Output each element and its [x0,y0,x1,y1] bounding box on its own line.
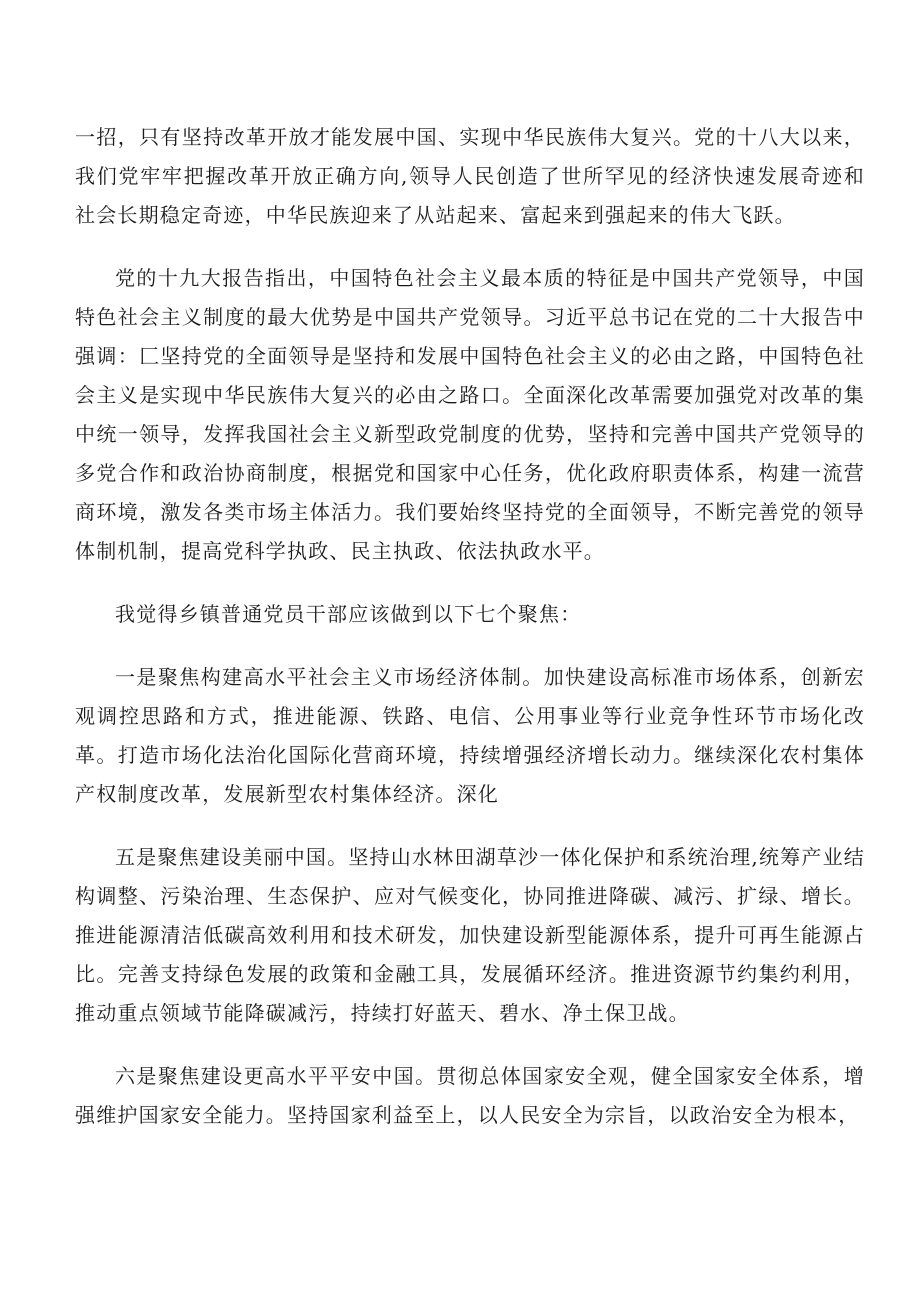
paragraph-3: 我觉得乡镇普通党员干部应该做到以下七个聚焦： [115,602,582,626]
document-body [75,118,865,1159]
paragraph-4: 一是聚焦构建高水平社会主义市场经济体制。加快建设高标准市场体系，创新宏观调控思路和方式，推进能源、铁路、电信、公用事业等行业竞争性环节市场化改革。打造市场化法治化国际化营商环境，持续增强经济增长动力。继续深化农村集体产权制度改革，发展新型农村集体经济。深化 [75,665,865,806]
paragraph-5: 五是聚焦建设美丽中国。坚持山水林田湖草沙一体化保护和系统治理,统筹产业结构调整、污染治理、生态保护、应对气候变化，协同推进降碳、减污、扩绿、增长。推进能源清洁低碳高效利用和技术研发，加快建设新型能源体系，提升可再生能源占比。完善支持绿色发展的政策和金融工具，发展循环经济。推进资源节约集约利用，推动重点领域节能降碳减污，持续打好蓝天、碧水、净土保卫战。 [75,845,865,1025]
paragraph-6: 六是聚焦建设更高水平平安中国。贯彻总体国家安全观，健全国家安全体系，增强维护国家安全能力。坚持国家利益至上，以人民安全为宗旨，以政治安全为根本， [75,1064,865,1127]
paragraph-2: 党的十九大报告指出，中国特色社会主义最本质的特征是中国共产党领导，中国特色社会主义制度的最大优势是中国共产党领导。习近平总书记在党的二十大报告中强调：匚坚持党的全面领导是坚持和发展中国特色社会主义的必由之路，中国特色社会主义是实现中华民族伟大复兴的必由之路口。全面深化改革需要加强党对改革的集中统一领导，发挥我国社会主义新型政党制度的优势，坚持和完善中国共产党领导的多党合作和政治协商制度，根据党和国家中心任务，优化政府职责体系，构建一流营商环境，激发各类市场主体活力。我们要始终坚持党的全面领导，不断完善党的领导体制机制，提高党科学执政、民主执政、依法执政水平。 [75,266,865,563]
paragraph-1: 一招，只有坚持改革开放才能发展中国、实现中华民族伟大复兴。党的十八大以来，我们党牢牢把握改革开放正确方向,领导人民创造了世所罕见的经济快速发展奇迹和社会长期稳定奇迹，中华民族迎来了从站起来、富起来到强起来的伟大飞跃。 [75,125,865,227]
